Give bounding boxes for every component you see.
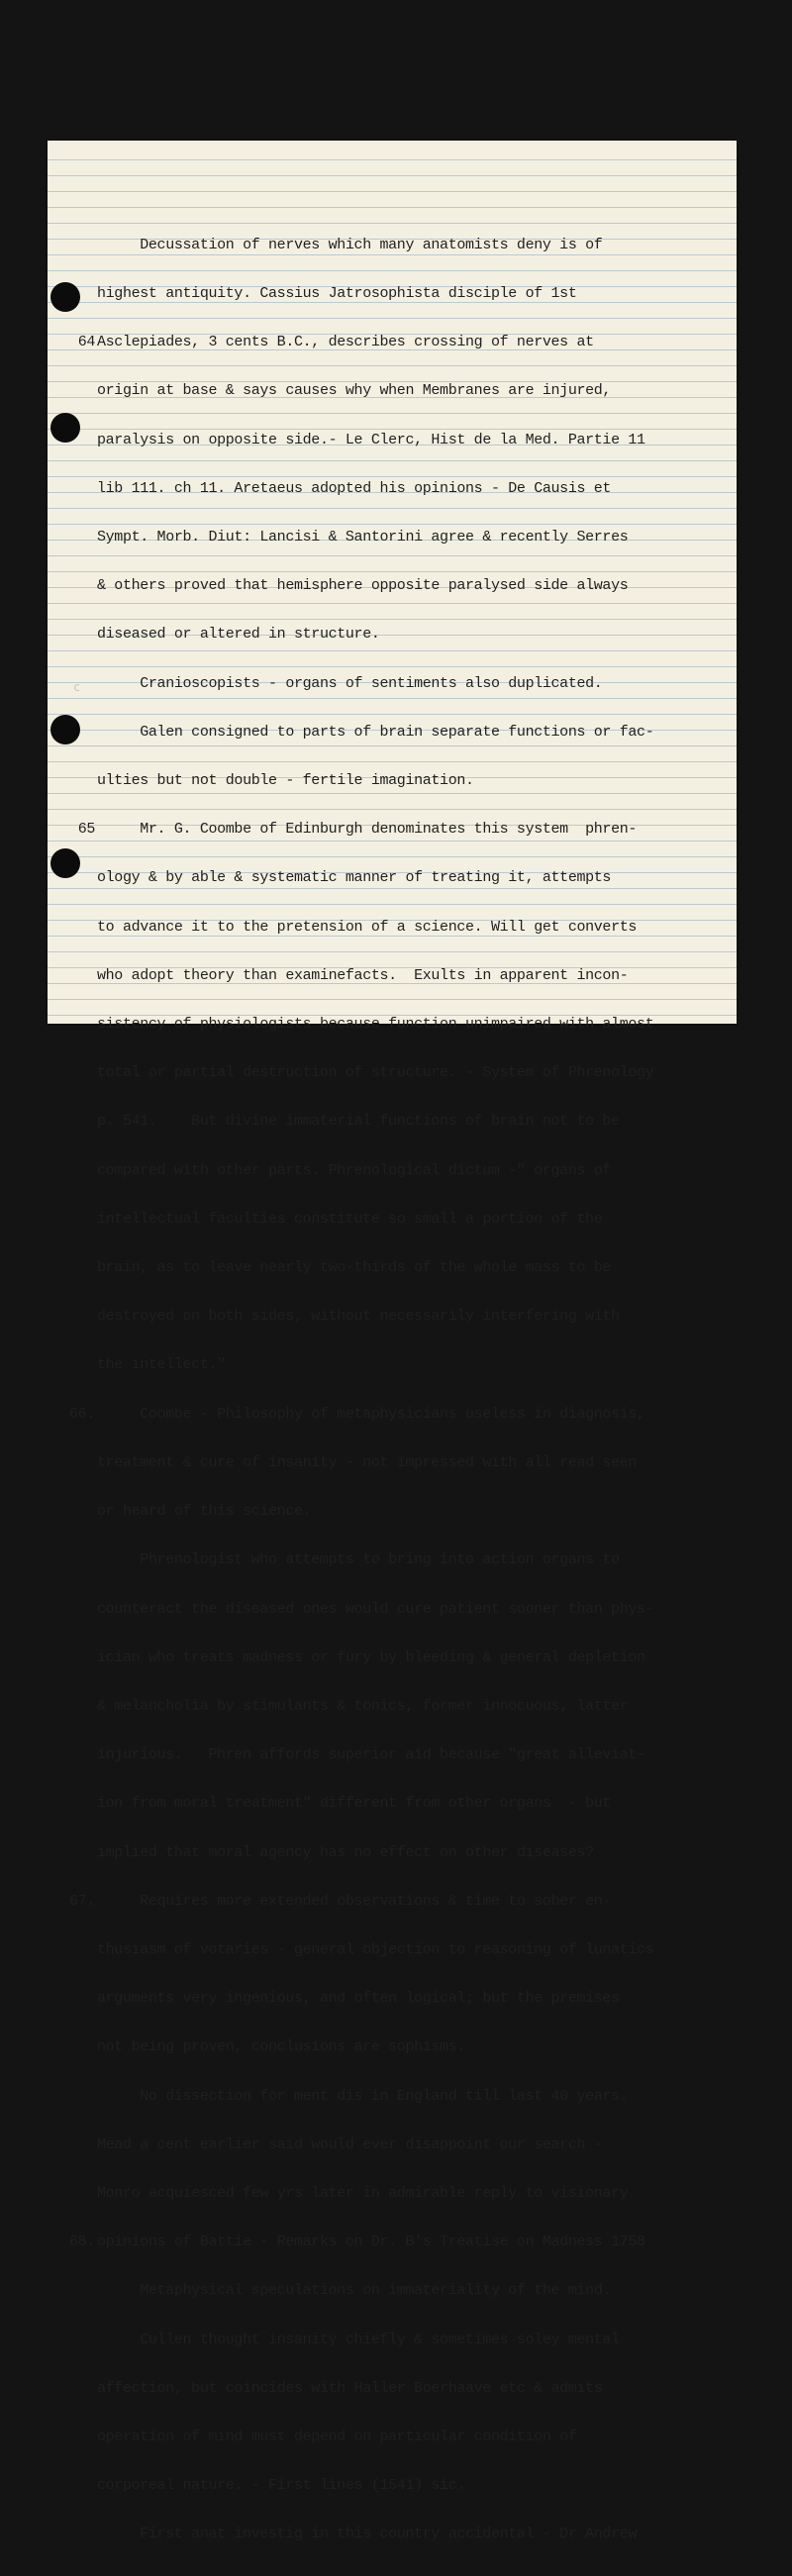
text-line [48, 2429, 737, 2445]
text-line [48, 2234, 737, 2250]
text-line [48, 2478, 737, 2494]
line-text: paralysis on opposite side.- Le Clerc, Hist de la Med. Partie 11 [97, 431, 645, 448]
line-text: Sympt. Morb. Diut: Lancisi & Santorini agree & recently Serres [97, 529, 629, 546]
line-text: origin at base & says causes why when Membranes are injured, [97, 382, 612, 400]
line-text: destroyed on both sides, without necessarily interfering with [97, 1308, 620, 1326]
line-text: Monro acquiesced few yrs later in admirable reply to visionary [97, 2184, 629, 2202]
text-line [48, 1796, 737, 1812]
text-line [48, 1942, 737, 1958]
line-text: intellectual faculties constitute so small a portion of the [97, 1210, 603, 1228]
line-text: corporeal nature. - First lines (1541) sic. [97, 2477, 466, 2495]
line-text: sistency of physiologists because function unimpaired with almost [97, 1016, 654, 1034]
margin-page-number: 65 [77, 821, 95, 839]
text-line [48, 1504, 737, 1520]
text-line [48, 335, 737, 350]
line-text: lib 111. ch 11. Aretaeus adopted his opinions - De Causis et [97, 479, 612, 497]
text-line [48, 1357, 737, 1373]
text-line [48, 1309, 737, 1325]
line-text: the intellect." [97, 1356, 226, 1374]
text-line [48, 1991, 737, 2007]
line-text: or heard of this science. [97, 1503, 312, 1521]
text-line [48, 1455, 737, 1471]
text-line [48, 433, 737, 448]
text-line [48, 1163, 737, 1179]
line-text: ulties but not double - fertile imagination. [97, 772, 474, 790]
text-line [48, 920, 737, 936]
line-text: Cranioscopists - organs of sentiments also duplicated. [97, 674, 603, 692]
line-text: ician who treats madness or fury by bleeding & general depletion [97, 1648, 645, 1666]
line-text: & others proved that hemisphere opposite paralysed side always [97, 577, 629, 595]
text-line [48, 1845, 737, 1861]
line-text: ology & by able & systematic manner of treating it, attempts [97, 869, 612, 887]
line-text: opinions of Battie - Remarks on Dr. B's Treatise on Madness 1758 [97, 2233, 645, 2251]
line-text: treatment & cure of insanity - not impressed with all read seen [97, 1453, 638, 1471]
text-line [48, 1747, 737, 1763]
text-line [48, 383, 737, 399]
typed-page [48, 141, 737, 2543]
text-line [48, 822, 737, 838]
line-text: highest antiquity. Cassius Jatrosophista disciple of 1st [97, 285, 577, 303]
line-text: & melancholia by stimulants & tonics, former innocuous, latter [97, 1697, 629, 1715]
text-line [48, 2526, 737, 2542]
line-text: compared with other parts. Phrenological dictum -" organs of [97, 1161, 612, 1179]
text-line [48, 2137, 737, 2153]
text-line [48, 1407, 737, 1423]
line-text: counteract the diseased ones would cure patient sooner than phys- [97, 1600, 654, 1618]
line-text: diseased or altered in structure. [97, 626, 380, 644]
text-line [48, 2039, 737, 2055]
text-line [48, 238, 737, 253]
text-line [48, 1212, 737, 1228]
line-text: affection, but coincides with Haller Boerhaave etc & admits [97, 2379, 603, 2397]
line-text: injurious. Phren affords superior aid because "great alleviat- [97, 1746, 645, 1764]
line-text: operation of mind must depend on particular condition of [97, 2427, 577, 2445]
text-line [48, 2332, 737, 2348]
line-text: to advance it to the pretension of a science. Will get converts [97, 918, 638, 936]
text-line [48, 481, 737, 497]
text-line [48, 773, 737, 789]
text-line [48, 1065, 737, 1081]
line-text: brain, as to leave nearly two-thirds of the whole mass to be [97, 1259, 612, 1277]
text-line [48, 2186, 737, 2202]
text-line [48, 1260, 737, 1276]
text-line [48, 1699, 737, 1715]
line-text: total or partial destruction of structure. - System of Phrenology [97, 1064, 654, 1082]
line-text: arguments very ingenious, and often logical; but the premises [97, 1990, 620, 2008]
line-text: Requires more extended observations & time to sober en- [97, 1892, 612, 1910]
text-line [48, 286, 737, 302]
text-line [48, 1552, 737, 1568]
line-text: ion from moral treatment" different from other organs - but [97, 1795, 612, 1813]
line-text: Metaphysical speculations on immateriality of the mind. [97, 2282, 612, 2300]
text-line [48, 530, 737, 545]
line-text: implied that moral agency has no effect on other diseases? [97, 1843, 594, 1861]
margin-page-number: 64 [77, 334, 95, 351]
line-text: p. 541. But divine immaterial functions of brain not to be [97, 1113, 620, 1131]
line-text: Galen consigned to parts of brain separate functions or fac- [97, 723, 654, 741]
line-text: Phrenologist who attempts to bring into action organs to [97, 1551, 620, 1569]
line-text: Coombe - Philosophy of metaphysicians useless in diagnosis, [97, 1405, 645, 1423]
text-line [48, 2283, 737, 2299]
margin-page-number: 67. [69, 1892, 95, 1910]
line-text: Asclepiades, 3 cents B.C., describes crossing of nerves at [97, 334, 594, 351]
line-text: who adopt theory than examinefacts. Exults in apparent incon- [97, 966, 629, 984]
line-text: No dissection for ment dis in England till last 40 years. [97, 2087, 629, 2105]
text-line [48, 870, 737, 886]
line-text: Decussation of nerves which many anatomists deny is of [97, 236, 603, 253]
line-text: Mr. G. Coombe of Edinburgh denominates this system phren- [97, 821, 638, 839]
line-text: Cullen thought insanity chiefly & sometimes soley mental [97, 2330, 620, 2348]
text-line [48, 676, 737, 692]
line-text: Mead a cent earlier said would ever disappoint our search - [97, 2135, 603, 2153]
text-line [48, 627, 737, 643]
margin-page-number: 66. [69, 1405, 95, 1423]
text-line [48, 1114, 737, 1130]
typed-text [48, 205, 737, 2576]
text-line [48, 1017, 737, 1033]
line-text: thusiasm of votaries - general objection to reasoning of lunatics [97, 1940, 654, 1958]
text-line [48, 1894, 737, 1910]
text-line [48, 968, 737, 984]
text-line [48, 725, 737, 741]
text-line [48, 1650, 737, 1666]
text-line [48, 2381, 737, 2397]
line-text: not being proven, conclusions are sophisms. [97, 2038, 466, 2056]
text-line [48, 1602, 737, 1618]
margin-page-number: 68. [69, 2233, 95, 2251]
text-line [48, 2089, 737, 2105]
line-text: First anat investig in this country accidental - Dr Andrew [97, 2526, 638, 2543]
faint-mark: c [73, 680, 81, 694]
text-line [48, 578, 737, 594]
